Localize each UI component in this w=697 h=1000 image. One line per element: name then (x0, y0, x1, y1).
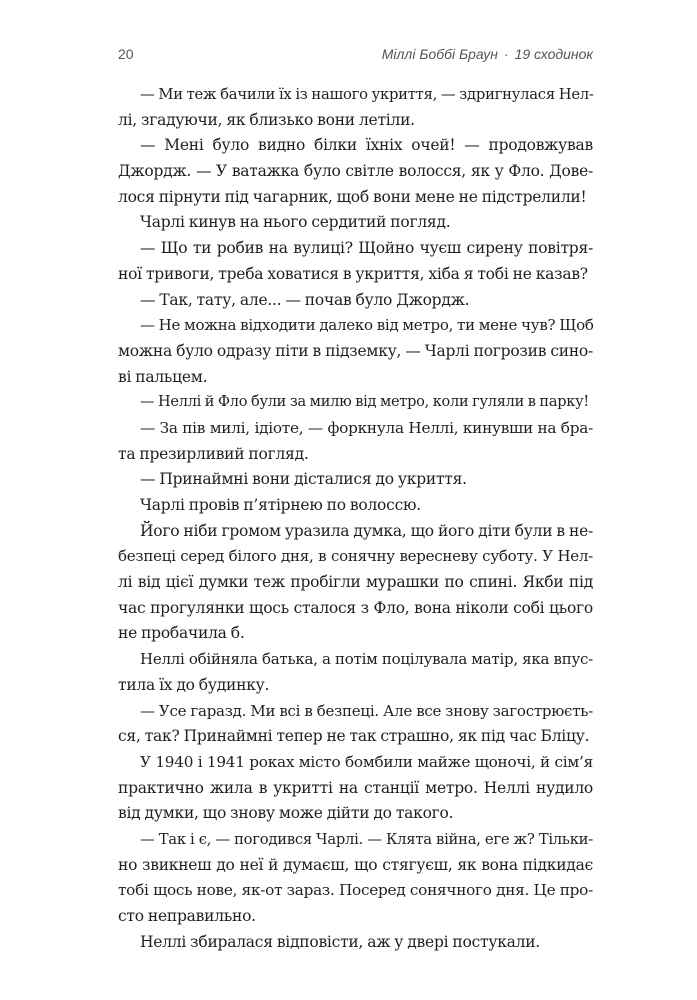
running-header (118, 46, 593, 70)
text-line: Чарлі провів п’ятірнею по волоссю. (140, 496, 421, 514)
text-line: тобі щось нове, як-от зараз. Посеред сонячного дня. Це про- (118, 881, 593, 900)
text-line: лося пірнути під чагарник, щоб вони мене не підстрелили! (118, 187, 587, 206)
text-line: лі, згадуючи, як близько вони летіли. (118, 110, 415, 129)
text-line: сто неправильно. (118, 907, 256, 925)
text-line: лі від цієї думки теж пробігли мурашки по спині. Якби під (118, 573, 593, 592)
text-line: час прогулянки щось сталося з Фло, вона ніколи собі цього (118, 598, 593, 617)
text-line: У 1940 і 1941 роках місто бомбили майже щоночі, й сім’я (140, 752, 593, 771)
text-line: ся, так? Принаймні тепер не так страшно, як під час Бліцу. (118, 727, 590, 746)
text-line: ві пальцем. (118, 367, 208, 386)
body-text (118, 82, 593, 955)
text-line: можна було одразу піти в підземку, — Чарлі погрозив сино- (118, 341, 593, 360)
author-name: Міллі Боббі Браун (381, 46, 498, 62)
text-line: ної тривоги, треба ховатися в укриття, хіба я тобі не казав? (118, 264, 588, 283)
text-line: Чарлі кинув на нього сердитий погляд. (140, 213, 451, 232)
text-line: — Що ти робив на вулиці? Щойно чуєш сирену повітря- (140, 239, 593, 258)
text-line: Неллі збиралася відповісти, аж у двері постукали. (140, 932, 540, 951)
text-line: практично жила в укритті на станції метро. Неллі нудило (118, 778, 593, 797)
running-title (382, 46, 593, 62)
text-line: Його ніби громом уразила думка, що його діти були в не- (140, 521, 593, 540)
text-line: Неллі обійняла батька, а потім поцілувала матір, яка впус- (140, 650, 593, 669)
text-line: — Так, тату, але... — почав було Джордж. (140, 290, 470, 309)
text-line: безпеці серед білого дня, в сонячну вересневу суботу. У Нел- (118, 547, 593, 566)
text-line: Джордж. — У ватажка було світле волосся, як у Фло. Дове- (118, 162, 593, 181)
page-number: 20 (118, 46, 134, 62)
text-line: — Так і є, — погодився Чарлі. — Клята війна, еге ж? Тільки- (140, 830, 593, 848)
text-line: та презирливий погляд. (118, 444, 309, 463)
text-line: не пробачила б. (118, 624, 245, 643)
text-line: — Мені було видно білки їхніх очей! — продовжував (140, 136, 593, 155)
text-line: — Принаймні вони дісталися до укриття. (140, 470, 467, 489)
text-line: — Не можна відходити далеко від метро, ти мене чув? Щоб (140, 316, 594, 335)
text-line: — За пів милі, ідіоте, — форкнула Неллі, кинувши на бра- (140, 418, 593, 437)
text-line: — Неллі й Фло були за милю від метро, коли гуляли в парку! (140, 394, 589, 411)
header-separator: · (503, 46, 509, 62)
text-line: — Ми теж бачили їх із нашого укриття, — здригнулася Нел- (140, 86, 594, 103)
text-line: — Усе гаразд. Ми всі в безпеці. Але все знову загострюєть- (140, 701, 593, 720)
book-title: 19 сходинок (514, 46, 593, 62)
text-line: но звикнеш до неї й думаєш, що стягуєш, як вона підкидає (118, 855, 593, 874)
text-line: від думки, що знову може дійти до такого. (118, 804, 454, 823)
text-line: тила їх до будинку. (118, 675, 270, 694)
